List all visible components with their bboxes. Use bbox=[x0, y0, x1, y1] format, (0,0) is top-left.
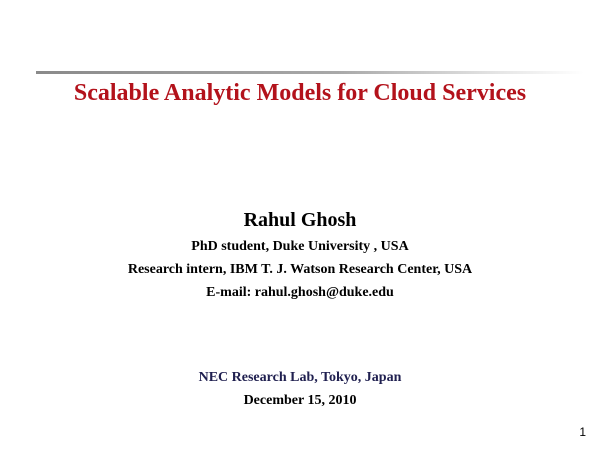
venue-lab: NEC Research Lab, Tokyo, Japan bbox=[198, 370, 402, 385]
author-block bbox=[0, 205, 600, 304]
title-divider bbox=[36, 71, 584, 74]
slide-number: 1 bbox=[579, 425, 586, 439]
presentation-date: December 15, 2010 bbox=[243, 393, 357, 408]
author-email: E-mail: rahul.ghosh@duke.edu bbox=[206, 285, 394, 300]
author-name: Rahul Ghosh bbox=[243, 209, 357, 231]
author-affiliation-intern: Research intern, IBM T. J. Watson Research Center, USA bbox=[127, 262, 473, 277]
venue-block bbox=[0, 366, 600, 412]
author-affiliation-phd: PhD student, Duke University , USA bbox=[191, 239, 409, 254]
slide-title: Scalable Analytic Models for Cloud Services bbox=[73, 80, 527, 106]
